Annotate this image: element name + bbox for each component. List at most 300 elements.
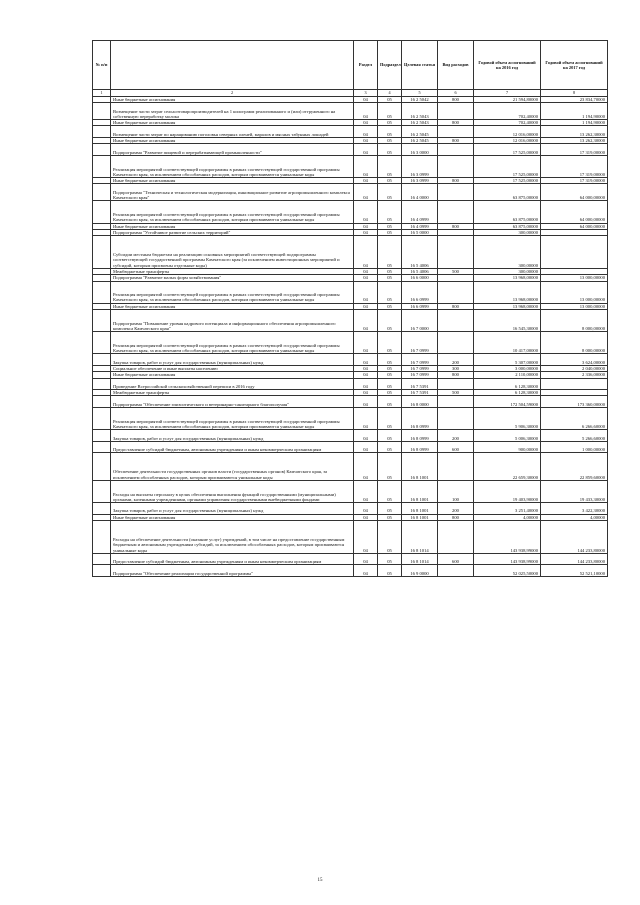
row-target-article: 16 2 5043 [402,120,438,126]
budget-table-container [92,40,607,577]
table-row [93,354,608,366]
row-target-article: 16 2 5042 [402,97,438,103]
table-row [93,103,608,120]
row-amount-2017: 13 000,00000 [541,275,608,281]
row-name: Социальное обеспечение и иные выплаты населению [111,365,354,371]
table-row [93,565,608,577]
row-podrazdel: 05 [378,372,402,378]
row-expense-type: 600 [438,441,474,453]
row-expense-type: 800 [438,372,474,378]
row-podrazdel: 05 [378,155,402,177]
row-amount-2017: 13 000,00000 [541,303,608,309]
row-amount-2017: 1 194,90000 [541,103,608,120]
row-num [93,281,111,303]
row-amount-2016: 16 545,30000 [474,310,541,332]
row-target-article: 16 5 4006 [402,268,438,274]
row-name: Реализация мероприятий соответствующей подпрограммы в рамках соответствующей государственной программы Камчатского края, за исключением обособленных расходов, которым присваиваются уникальные коды [111,201,354,223]
row-num [93,553,111,565]
row-target-article: 16 7 0999 [402,354,438,366]
row-razdel: 04 [354,354,378,366]
table-row [93,332,608,354]
table-row [93,201,608,223]
row-amount-2016: 22 659,30000 [474,453,541,481]
row-target-article: 16 6 0000 [402,275,438,281]
row-num [93,521,111,554]
row-expense-type: 100 [438,480,474,502]
row-target-article: 16 7 0999 [402,332,438,354]
row-podrazdel: 05 [378,229,402,235]
row-target-article: 16 2 5043 [402,103,438,120]
row-target-article: 16 8 1014 [402,553,438,565]
row-target-article: 16 7 5391 [402,378,438,390]
table-row [93,281,608,303]
row-target-article: 16 8 0000 [402,396,438,408]
row-expense-type: 800 [438,223,474,229]
row-target-article: 16 5 4006 [402,236,438,269]
row-amount-2017: 1 000,00000 [541,441,608,453]
row-expense-type: 800 [438,303,474,309]
header-year-2017: Годовой объем ассигнований на 2017 год [541,41,608,90]
column-index: 8 [541,90,608,97]
row-amount-2016: 172 504,59000 [474,396,541,408]
row-name: Подпрограмма "Обеспечение реализации государственной программы" [111,565,354,577]
column-index-row [93,90,608,97]
row-amount-2017: 5 266,60000 [541,430,608,442]
row-num [93,126,111,138]
row-num [93,184,111,201]
row-num [93,144,111,156]
row-num [93,565,111,577]
table-body [93,97,608,577]
row-amount-2017: 22 859,60000 [541,453,608,481]
row-name: Реализация мероприятий соответствующей подпрограммы в рамках соответствующей государственной программы Камчатского края, за исключением обособленных расходов, которым присваиваются уникальные коды [111,281,354,303]
row-name: Субсидии местным бюджетам на реализацию основных мероприятий соответствующей подпрограммы соответствующей государственной программы Камчатского края (за исключением инвестиционных мероприятий и субсидий, которым присвоены отдельные коды) [111,236,354,269]
row-razdel: 04 [354,365,378,371]
row-amount-2016: 52 025,50000 [474,565,541,577]
row-amount-2016: 300,00000 [474,268,541,274]
row-podrazdel: 05 [378,275,402,281]
row-podrazdel: 05 [378,453,402,481]
row-amount-2016: 702,40000 [474,120,541,126]
row-target-article: 16 8 1001 [402,503,438,515]
row-expense-type: 800 [438,138,474,144]
row-num [93,103,111,120]
row-razdel: 04 [354,268,378,274]
row-podrazdel: 05 [378,268,402,274]
row-razdel: 04 [354,378,378,390]
row-name: Расходы на обеспечение деятельности (оказание услуг) учреждений, в том числе на предоставление государственным бюджетным и автономным учреждениям субсидий, за исключением обособленных расходов, которым присваиваются уникальные коды [111,521,354,554]
row-razdel: 04 [354,453,378,481]
row-expense-type [438,184,474,201]
row-name: Подпрограмма "Повышение уровня кадрового потенциала и информационного обеспечения агропромышленного комплекса Камчатского края" [111,310,354,332]
row-podrazdel: 05 [378,408,402,430]
header-year-2016: Годовой объем ассигнований на 2016 год [474,41,541,90]
table-row [93,184,608,201]
row-razdel: 04 [354,281,378,303]
row-expense-type [438,155,474,177]
row-amount-2017: 13 262,30000 [541,126,608,138]
row-num [93,310,111,332]
row-target-article: 16 7 5391 [402,390,438,396]
row-podrazdel: 05 [378,378,402,390]
row-expense-type: 300 [438,365,474,371]
row-amount-2016: 702,40000 [474,103,541,120]
row-expense-type: 800 [438,514,474,520]
table-row [93,378,608,390]
row-expense-type [438,378,474,390]
row-amount-2016: 2 110,00000 [474,372,541,378]
row-razdel: 04 [354,120,378,126]
column-index: 2 [111,90,354,97]
row-razdel: 04 [354,514,378,520]
row-amount-2016: 63 875,00000 [474,184,541,201]
row-amount-2017: 17 319,00000 [541,144,608,156]
row-num [93,503,111,515]
row-expense-type [438,396,474,408]
row-podrazdel: 05 [378,144,402,156]
table-row [93,553,608,565]
column-index: 4 [378,90,402,97]
row-expense-type [438,281,474,303]
row-podrazdel: 05 [378,396,402,408]
row-amount-2017: 64 000,00000 [541,184,608,201]
row-razdel: 04 [354,103,378,120]
row-name: Подпрограмма "Развитие малых форм хозяйствования" [111,275,354,281]
row-target-article: 16 7 0999 [402,365,438,371]
row-amount-2017: 17 319,00000 [541,178,608,184]
row-target-article: 16 3 0999 [402,155,438,177]
row-amount-2017: 64 000,00000 [541,201,608,223]
row-amount-2016: 10 417,00000 [474,332,541,354]
row-amount-2017: 144 233,80000 [541,553,608,565]
row-razdel: 04 [354,223,378,229]
row-amount-2017: 6 266,60000 [541,408,608,430]
page-number: 15 [317,878,323,883]
row-amount-2016: 4,00000 [474,514,541,520]
row-amount-2016: 5 906,30000 [474,408,541,430]
row-razdel: 04 [354,503,378,515]
row-razdel: 04 [354,155,378,177]
row-expense-type: 800 [438,178,474,184]
row-target-article: 16 7 0999 [402,372,438,378]
row-num [93,453,111,481]
row-target-article: 16 8 1001 [402,514,438,520]
table-row [93,396,608,408]
row-amount-2016: 17 525,00000 [474,178,541,184]
row-target-article: 16 7 0000 [402,310,438,332]
row-name: Реализация мероприятий соответствующей подпрограммы в рамках соответствующей государственной программы Камчатского края, за исключением обособленных расходов, которым присваиваются уникальные коды [111,155,354,177]
row-expense-type [438,565,474,577]
row-name: Проведение Всероссийской сельскохозяйственной переписи в 2016 году [111,378,354,390]
table-row [93,408,608,430]
row-razdel: 04 [354,553,378,565]
table-row [93,441,608,453]
row-name: Возмещение части затрат по наращиванию поголовья северных оленей, маралов и мясных табунных лошадей [111,126,354,138]
table-row [93,453,608,481]
row-razdel: 04 [354,138,378,144]
row-num [93,201,111,223]
row-amount-2017: 52 521,10000 [541,565,608,577]
row-podrazdel: 05 [378,553,402,565]
row-expense-type [438,332,474,354]
row-amount-2017: 3 624,00000 [541,354,608,366]
row-name: Расходы на выплаты персоналу в целях обеспечения выполнения функций государственными (муниципальными) органами, казенными учреждениями, органами управления государственными внебюджетными фондами [111,480,354,502]
row-num [93,236,111,269]
row-name: Закупка товаров, работ и услуг для государственных (муниципальных) нужд [111,354,354,366]
row-target-article: 16 6 0999 [402,281,438,303]
row-amount-2017: 13 262,30000 [541,138,608,144]
row-num [93,332,111,354]
row-razdel: 04 [354,390,378,396]
row-amount-2016: 143 938,99000 [474,553,541,565]
row-name: Возмещение части затрат сельхозтоваропроизводителей на 1 килограмм реализованного и (или) отгруженного на собственную переработку молока [111,103,354,120]
row-amount-2016: 300,00000 [474,229,541,235]
row-podrazdel: 05 [378,223,402,229]
row-num [93,396,111,408]
row-podrazdel: 05 [378,201,402,223]
row-podrazdel: 05 [378,178,402,184]
row-target-article: 16 4 0999 [402,223,438,229]
row-amount-2017: 23 834,70000 [541,97,608,103]
row-podrazdel: 05 [378,441,402,453]
row-amount-2016: 900,00000 [474,441,541,453]
row-target-article: 16 2 5045 [402,138,438,144]
row-podrazdel: 05 [378,97,402,103]
row-amount-2017: 17 319,00000 [541,155,608,177]
row-razdel: 04 [354,236,378,269]
row-target-article: 16 8 0999 [402,441,438,453]
row-razdel: 04 [354,430,378,442]
row-podrazdel: 05 [378,281,402,303]
row-name: Иные бюджетные ассигнования [111,303,354,309]
row-amount-2017: 144 233,80000 [541,521,608,554]
row-amount-2017 [541,378,608,390]
row-amount-2017: 173 360,00000 [541,396,608,408]
row-amount-2017: 8 000,00000 [541,332,608,354]
row-amount-2016: 12 016,00000 [474,126,541,138]
row-podrazdel: 05 [378,126,402,138]
row-podrazdel: 05 [378,184,402,201]
row-amount-2017: 1 194,90000 [541,120,608,126]
row-target-article: 16 8 1001 [402,480,438,502]
row-target-article: 16 6 0999 [402,303,438,309]
row-target-article: 16 4 0000 [402,184,438,201]
row-razdel: 04 [354,480,378,502]
table-row [93,430,608,442]
column-index: 6 [438,90,474,97]
row-expense-type [438,408,474,430]
row-amount-2016: 300,00000 [474,236,541,269]
row-name: Закупка товаров, работ и услуг для государственных (муниципальных) нужд [111,430,354,442]
budget-table [92,40,608,577]
row-name: Иные бюджетные ассигнования [111,514,354,520]
row-num [93,354,111,366]
header-expense-type: Вид расходов [438,41,474,90]
row-razdel: 04 [354,310,378,332]
row-podrazdel: 05 [378,503,402,515]
row-razdel: 04 [354,372,378,378]
row-amount-2016: 19 403,90000 [474,480,541,502]
table-header-row [93,41,608,90]
row-target-article: 16 8 1001 [402,453,438,481]
header-target-article: Целевая статья [402,41,438,90]
row-podrazdel: 05 [378,480,402,502]
row-name: Иные бюджетные ассигнования [111,97,354,103]
row-expense-type: 500 [438,390,474,396]
row-amount-2016: 143 938,99000 [474,521,541,554]
row-amount-2016: 13 968,00000 [474,275,541,281]
column-index: 1 [93,90,111,97]
table-row [93,503,608,515]
row-expense-type: 500 [438,268,474,274]
row-razdel: 04 [354,332,378,354]
row-name: Предоставление субсидий бюджетным, автономным учреждениям и иным некоммерческим организациям [111,441,354,453]
row-target-article: 16 8 0999 [402,430,438,442]
table-row [93,310,608,332]
row-name: Подпрограмма "Развитие пищевой и перерабатывающей промышленности" [111,144,354,156]
row-razdel: 04 [354,178,378,184]
row-amount-2016: 21 594,80000 [474,97,541,103]
header-num: № п/п [93,41,111,90]
row-amount-2016: 17 525,00000 [474,144,541,156]
row-amount-2017: 19 433,30000 [541,480,608,502]
row-podrazdel: 05 [378,303,402,309]
row-expense-type [438,103,474,120]
row-expense-type: 600 [438,553,474,565]
row-podrazdel: 05 [378,365,402,371]
row-amount-2016: 13 968,00000 [474,303,541,309]
row-razdel: 04 [354,126,378,138]
table-row [93,126,608,138]
row-expense-type: 800 [438,97,474,103]
row-podrazdel: 05 [378,138,402,144]
row-num [93,441,111,453]
row-target-article: 16 5 0000 [402,229,438,235]
row-razdel: 04 [354,396,378,408]
row-target-article: 16 2 5045 [402,126,438,138]
table-row [93,521,608,554]
row-amount-2017: 8 000,00000 [541,310,608,332]
column-index: 3 [354,90,378,97]
row-amount-2016: 3 000,00000 [474,365,541,371]
row-num [93,155,111,177]
row-podrazdel: 05 [378,430,402,442]
row-amount-2017: 2 040,00000 [541,365,608,371]
row-target-article: 16 9 0000 [402,565,438,577]
row-name: Межбюджетные трансферты [111,268,354,274]
row-podrazdel: 05 [378,521,402,554]
row-num [93,378,111,390]
row-amount-2016: 6 128,30000 [474,378,541,390]
row-amount-2016: 63 875,00000 [474,201,541,223]
row-expense-type [438,144,474,156]
row-razdel: 04 [354,229,378,235]
row-name: Подпрограмма "Техническая и технологическая модернизация, инновационное развитие агропромышленного комплекса Камчатского края" [111,184,354,201]
row-name: Межбюджетные трансферты [111,390,354,396]
row-razdel: 04 [354,144,378,156]
row-razdel: 04 [354,408,378,430]
row-name: Подпрограмма "Устойчивое развитие сельских территорий" [111,229,354,235]
table-row [93,155,608,177]
row-podrazdel: 05 [378,236,402,269]
row-razdel: 04 [354,303,378,309]
header-name [111,41,354,90]
row-expense-type [438,453,474,481]
row-podrazdel: 05 [378,120,402,126]
table-row [93,480,608,502]
row-target-article: 16 3 0999 [402,178,438,184]
row-razdel: 04 [354,275,378,281]
row-name: Иные бюджетные ассигнования [111,178,354,184]
row-amount-2017: 64 000,00000 [541,223,608,229]
row-name: Закупка товаров, работ и услуг для государственных (муниципальных) нужд [111,503,354,515]
row-amount-2016: 13 968,00000 [474,281,541,303]
row-target-article: 16 3 0000 [402,144,438,156]
row-podrazdel: 05 [378,390,402,396]
row-target-article: 16 4 0999 [402,201,438,223]
row-expense-type [438,126,474,138]
row-razdel: 04 [354,201,378,223]
row-podrazdel: 05 [378,565,402,577]
row-name: Иные бюджетные ассигнования [111,120,354,126]
row-razdel: 04 [354,521,378,554]
header-podrazdel: Подраздел [378,41,402,90]
row-razdel: 04 [354,97,378,103]
row-num [93,480,111,502]
row-amount-2016: 63 875,00000 [474,223,541,229]
row-podrazdel: 05 [378,332,402,354]
row-amount-2017: 13 000,00000 [541,281,608,303]
row-name: Подпрограмма "Обеспечение эпизоотического и ветеринарно-санитарного благополучия" [111,396,354,408]
row-amount-2016: 17 525,00000 [474,155,541,177]
row-expense-type [438,310,474,332]
row-razdel: 04 [354,441,378,453]
row-expense-type [438,236,474,269]
column-index: 5 [402,90,438,97]
row-podrazdel: 05 [378,514,402,520]
row-name: Иные бюджетные ассигнования [111,372,354,378]
row-razdel: 04 [354,565,378,577]
row-amount-2016: 6 128,30000 [474,390,541,396]
table-row [93,236,608,269]
row-amount-2016: 12 016,00000 [474,138,541,144]
row-expense-type: 200 [438,503,474,515]
row-expense-type [438,521,474,554]
column-index: 7 [474,90,541,97]
row-target-article: 16 8 0999 [402,408,438,430]
row-amount-2016: 5 006,30000 [474,430,541,442]
row-amount-2017: 3 422,30000 [541,503,608,515]
row-name: Обеспечение деятельности государственных органов власти (государственных органов) Камчатского края, за исключением обособленных расходов, которым присваиваются уникальные коды [111,453,354,481]
table-row [93,144,608,156]
row-expense-type: 200 [438,354,474,366]
row-expense-type: 200 [438,430,474,442]
row-name: Реализация мероприятий соответствующей подпрограммы в рамках соответствующей государственной программы Камчатского края, за исключением обособленных расходов, которым присваиваются уникальные коды [111,332,354,354]
row-razdel: 04 [354,184,378,201]
row-expense-type [438,201,474,223]
row-name: Предоставление субсидий бюджетным, автономным учреждениям и иным некоммерческим организациям [111,553,354,565]
row-podrazdel: 05 [378,103,402,120]
row-amount-2016: 3 251,40000 [474,503,541,515]
row-amount-2017: 2 336,00000 [541,372,608,378]
row-amount-2016: 5 307,00000 [474,354,541,366]
row-podrazdel: 05 [378,354,402,366]
row-podrazdel: 05 [378,310,402,332]
row-amount-2017: 4,00000 [541,514,608,520]
row-name: Иные бюджетные ассигнования [111,138,354,144]
row-num [93,408,111,430]
row-name: Реализация мероприятий соответствующей подпрограммы в рамках соответствующей государственной программы Камчатского края, за исключением обособленных расходов, которым присваиваются уникальные коды [111,408,354,430]
